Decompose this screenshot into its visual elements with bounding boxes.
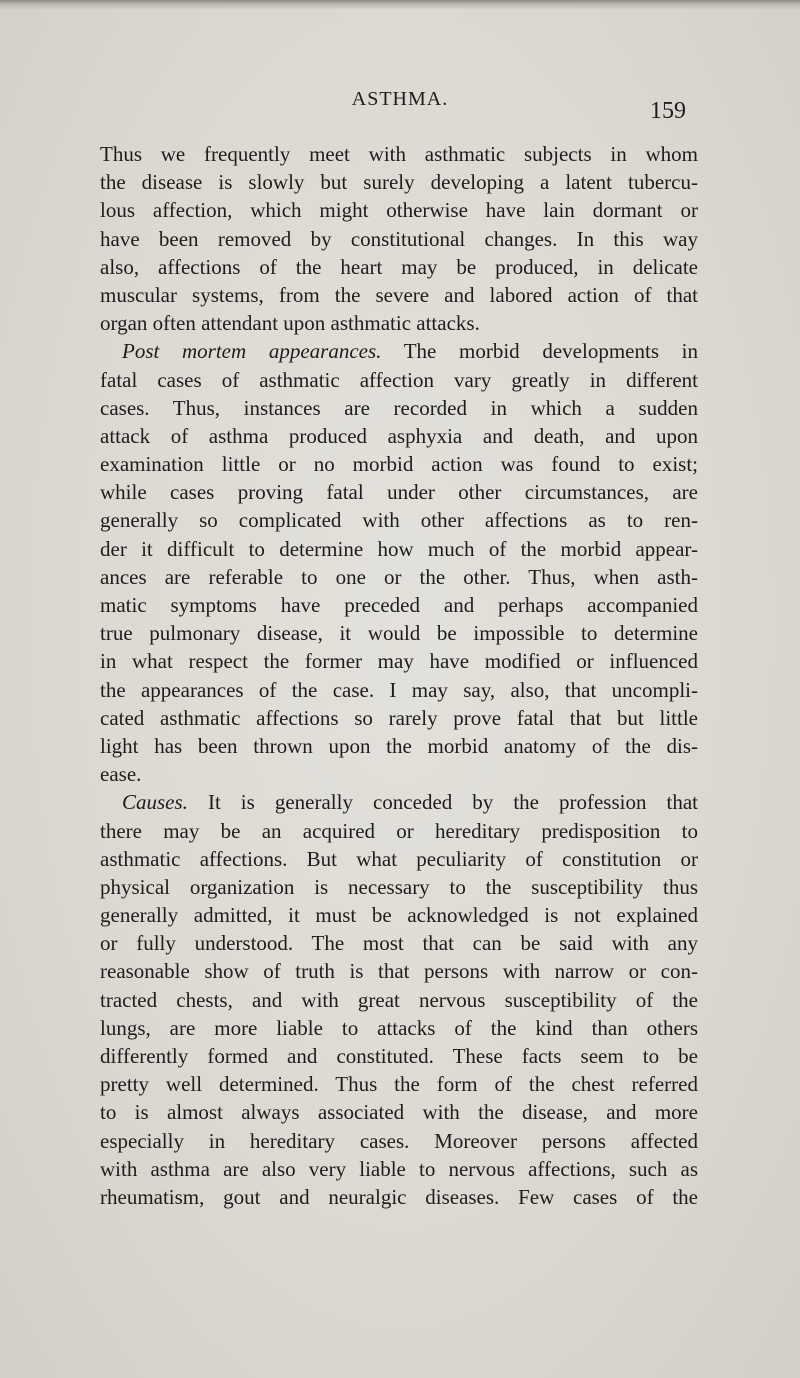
text-line: especially in hereditary cases. Moreover persons affected (100, 1128, 698, 1153)
text-line: Thus we frequently meet with asthmatic subjects in whom (100, 142, 698, 166)
text-line: muscular systems, from the severe and labored action of that (100, 282, 698, 307)
text-line: pretty well determined. Thus the form of the chest referred (100, 1072, 698, 1097)
text-line: or fully understood. The most that can be said with any (100, 931, 698, 956)
text-line: lungs, are more liable to attacks of the kind than others (100, 1015, 698, 1040)
text-line: rheumatism, gout and neuralgic diseases. Few cases of the (100, 1184, 698, 1209)
text-line: in what respect the former may have modified or influenced (100, 649, 698, 674)
text-line: with asthma are also very liable to nervous affections, such as (100, 1156, 698, 1181)
text-line: have been removed by constitutional changes. In this way (100, 226, 698, 251)
text-line: to is almost always associated with the disease, and more (100, 1100, 698, 1125)
text-line: ances are referable to one or the other. Thus, when asth- (100, 564, 698, 589)
body-text (100, 140, 698, 1211)
running-head: ASTHMA. (351, 88, 449, 110)
section-heading-line: Causes. It is generally conceded by the profession that (122, 790, 698, 815)
text-line: there may be an acquired or hereditary predisposition to (100, 818, 698, 843)
text-line: fatal cases of asthmatic affection vary greatly in different (100, 367, 698, 392)
page-top-edge-shadow (0, 0, 800, 10)
section-heading-line: Post mortem appearances. The morbid developments in (122, 339, 698, 364)
text-line: light has been thrown upon the morbid anatomy of the dis- (100, 733, 698, 758)
text-line: matic symptoms have preceded and perhaps accompanied (100, 593, 698, 617)
text-line: attack of asthma produced asphyxia and death, and upon (100, 423, 698, 448)
section-heading-causes: Causes. (122, 790, 188, 815)
text-line: while cases proving fatal under other circumstances, are (100, 480, 698, 505)
text-line: generally admitted, it must be acknowledged is not explained (100, 903, 698, 928)
text-line: asthmatic affections. But what peculiarity of constitution or (100, 846, 698, 871)
text-line: generally so complicated with other affections as to ren- (100, 508, 698, 533)
text-line: examination little or no morbid action was found to exist; (100, 452, 698, 477)
page-number: 159 (650, 98, 686, 124)
text-line: also, affections of the heart may be produced, in delicate (100, 254, 698, 279)
text-line: cated asthmatic affections so rarely prove fatal that but little (100, 705, 698, 730)
section-heading-post-mortem: Post mortem appearances. (122, 339, 382, 364)
text-line: ease. (100, 762, 142, 787)
text-line: the disease is slowly but surely developing a latent tubercu- (100, 170, 698, 195)
text-line: differently formed and constituted. These facts seem to be (100, 1044, 698, 1068)
text-line: reasonable show of truth is that persons with narrow or con- (100, 959, 698, 984)
text-line: lous affection, which might otherwise have lain dormant or (100, 198, 698, 223)
text-line: physical organization is necessary to the susceptibility thus (100, 874, 698, 899)
text-line: cases. Thus, instances are recorded in which a sudden (100, 395, 698, 420)
text-line: the appearances of the case. I may say, also, that uncompli- (100, 677, 698, 702)
text-line: der it difficult to determine how much of the morbid appear- (100, 536, 698, 561)
text-line: true pulmonary disease, it would be impossible to determine (100, 621, 698, 646)
text-line: organ often attendant upon asthmatic attacks. (100, 311, 480, 336)
text-line: tracted chests, and with great nervous susceptibility of the (100, 987, 698, 1012)
